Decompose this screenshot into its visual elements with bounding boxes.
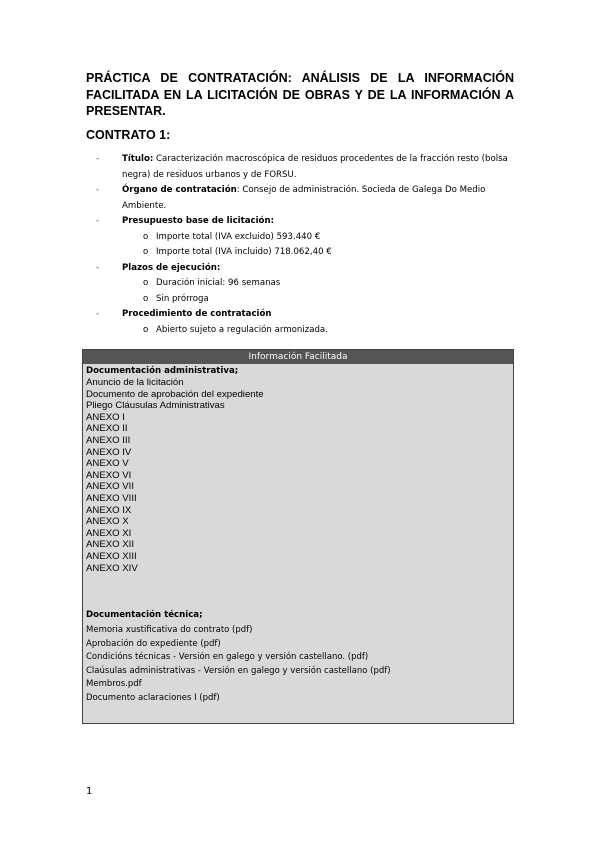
detail-titulo	[86, 152, 516, 183]
organo-label: Órgano de contratación	[122, 185, 237, 195]
detail-presupuesto	[86, 214, 516, 230]
procedimiento-label: Procedimiento de contratación	[122, 309, 272, 319]
plazos-item	[86, 292, 516, 308]
sub-bullet: o	[143, 293, 149, 304]
tech-doc-item: Memoria xustificativa do contrato (pdf)	[86, 625, 253, 636]
admin-doc-item: Pliego Cláusulas Administrativas	[86, 400, 225, 412]
admin-doc-item: ANEXO XII	[86, 539, 134, 551]
tech-docs-list	[86, 624, 510, 705]
admin-doc-item: ANEXO XIII	[86, 550, 137, 562]
detail-procedimiento	[86, 307, 516, 323]
admin-doc-item: ANEXO VI	[86, 469, 132, 481]
dash-bullet: -	[96, 216, 100, 226]
dash-bullet: -	[96, 309, 100, 319]
presupuesto-label: Presupuesto base de licitación:	[122, 216, 275, 226]
tech-doc-item: Condicións técnicas - Versión en galego y versión castellano. (pdf)	[86, 652, 369, 663]
admin-doc-item: ANEXO X	[86, 516, 129, 528]
tech-doc-item: Claúsulas administrativas - Versión en galego y versión castellano (pdf)	[86, 665, 391, 676]
tech-doc-item: Aprobación do expediente (pdf)	[86, 638, 221, 649]
sub-bullet: o	[143, 278, 149, 288]
admin-doc-item: ANEXO XI	[86, 527, 132, 539]
detail-plazos	[86, 261, 516, 277]
admin-doc-item: Documento de aprobación del expediente	[86, 388, 264, 400]
admin-doc-item: ANEXO VIII	[86, 492, 137, 504]
contract-details-list	[86, 152, 516, 338]
info-table	[82, 349, 514, 724]
presupuesto-item-text: Importe total (IVA excluido) 593.440 €	[156, 231, 321, 242]
presupuesto-item	[86, 230, 516, 246]
tech-docs-title: Documentación técnica;	[86, 610, 203, 621]
titulo-value: Caracterización macroscópica de residuos procedentes de la fracción resto (bolsa negra) de residuos urbanos y de FORSU.	[122, 154, 508, 180]
presupuesto-item	[86, 245, 516, 261]
dash-bullet: -	[96, 262, 100, 273]
plazos-item-text: Duración inicial: 96 semanas	[156, 278, 281, 288]
admin-docs-list	[86, 377, 510, 574]
plazos-item	[86, 276, 516, 292]
dash-bullet: -	[96, 185, 100, 195]
sub-bullet: o	[143, 231, 149, 242]
titulo-label: Título:	[122, 154, 154, 164]
contract-heading: CONTRATO 1:	[86, 128, 171, 142]
tech-doc-item: Documento aclaraciones I (pdf)	[86, 692, 220, 703]
sub-bullet: o	[143, 324, 149, 335]
detail-organo	[86, 183, 516, 214]
admin-doc-item: ANEXO II	[86, 423, 128, 435]
admin-doc-item: ANEXO V	[86, 458, 129, 470]
presupuesto-item-text: Importe total (IVA incluido) 718.062,40 €	[156, 247, 332, 257]
procedimiento-item-text: Abierto sujeto a regulación armonizada.	[156, 324, 328, 335]
procedimiento-item	[86, 323, 516, 339]
plazos-item-text: Sin prórroga	[156, 293, 209, 304]
document-title: PRÁCTICA DE CONTRATACIÓN: ANÁLISIS DE LA INFORMACIÓN FACILITADA EN LA LICITACIÓN DE OBRAS Y DE LA INFORMACIÓN A PRESENTAR.	[86, 71, 514, 118]
organo-value: : Consejo de administración. Socieda de Galega Do Medio Ambiente.	[122, 185, 486, 211]
admin-doc-item: ANEXO I	[86, 411, 125, 423]
info-table-header: Información Facilitada	[83, 350, 513, 364]
tech-doc-item: Membros.pdf	[86, 679, 142, 690]
dash-bullet: -	[96, 154, 100, 164]
admin-doc-item: ANEXO XIV	[86, 562, 138, 574]
admin-doc-item: ANEXO IX	[86, 504, 132, 516]
info-table-body	[83, 364, 513, 707]
admin-docs-title: Documentación administrativa;	[86, 366, 239, 376]
admin-doc-item: ANEXO VII	[86, 481, 134, 493]
sub-bullet: o	[143, 247, 149, 257]
plazos-label: Plazos de ejecución:	[122, 262, 221, 273]
admin-doc-item: Anuncio de la licitación	[86, 377, 184, 388]
admin-doc-item: ANEXO III	[86, 434, 131, 446]
page-number: 1	[86, 786, 93, 797]
admin-doc-item: ANEXO IV	[86, 446, 132, 458]
